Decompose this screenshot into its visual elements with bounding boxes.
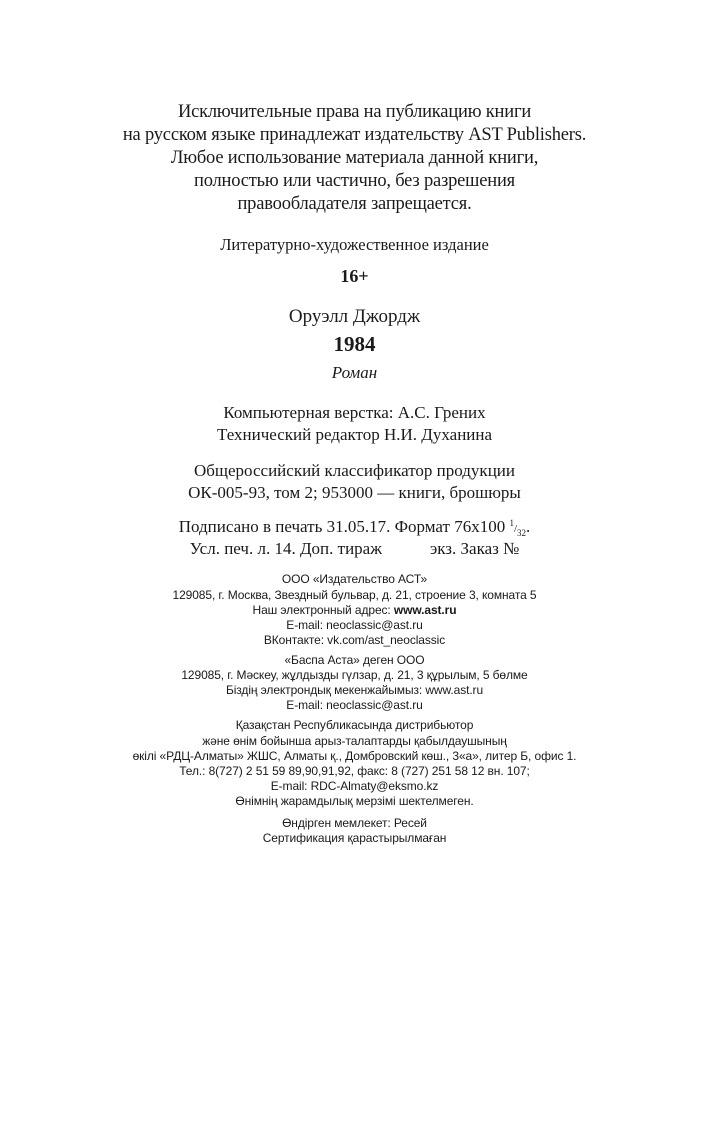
rights-notice-line-4: полностью или частично, без разрешения — [194, 171, 515, 191]
classifier-line-2: ОК-005-93, том 2; 953000 — книги, брошюры — [188, 483, 521, 502]
distributor-shelf-life: Өнімнің жарамдылық мерзімі шектелмеген. — [235, 794, 474, 808]
publisher-ru-site-link[interactable]: www.ast.ru — [393, 603, 457, 617]
fraction-denominator: 32 — [517, 528, 527, 538]
distributor-line-3: өкілі «РДЦ-Алматы» ЖШС, Алматы қ., Домбровский көш., 3«а», литер Б, офис 1. — [132, 749, 577, 763]
publisher-ru-address: 129085, г. Москва, Звездный бульвар, д. 21, строение 3, комната 5 — [172, 588, 537, 602]
credit-layout: Компьютерная верстка: А.С. Грених — [223, 403, 486, 422]
publisher-ru-email: E-mail: neoclassic@ast.ru — [286, 618, 423, 632]
edition-type: Литературно-художественное издание — [220, 235, 489, 254]
print-order-label: экз. Заказ № — [429, 539, 520, 558]
publisher-kz-name: «Баспа Аста» деген ООО — [284, 653, 425, 667]
distributor-phone: Тел.: 8(727) 2 51 59 89,90,91,92, факс: 8 (727) 251 58 12 вн. 107; — [179, 764, 530, 778]
print-signed-suffix: . — [526, 517, 531, 536]
book-genre: Роман — [331, 363, 378, 382]
rights-notice-line-5: правообладателя запрещается. — [237, 194, 472, 214]
publisher-kz-address: 129085, г. Мәскеу, жұлдызды гүлзар, д. 21, 3 құрылым, 5 бөлме — [181, 668, 528, 682]
fraction-separator: / — [513, 523, 518, 535]
publisher-ru-site-label: Наш электронный адрес: — [252, 603, 394, 617]
book-title: 1984 — [333, 332, 376, 356]
publisher-ru-site — [0, 603, 709, 617]
rights-notice-line-3: Любое использование материала данной книги, — [170, 148, 539, 168]
author-name: Оруэлл Джордж — [288, 306, 421, 327]
distributor-line-2: және өнім бойынша арыз-талаптарды қабылдаушының — [202, 734, 507, 748]
print-volume-line — [0, 539, 709, 559]
publisher-kz-site: Біздің электрондық мекенжайымыз: www.ast.ru — [225, 683, 484, 697]
publisher-ru-name: ООО «Издательство АСТ» — [281, 572, 428, 586]
credit-editor: Технический редактор Н.И. Духанина — [216, 425, 493, 444]
age-rating: 16+ — [340, 266, 369, 286]
distributor-line-1: Қазақстан Республикасында дистрибьютор — [235, 718, 474, 732]
certification-note: Сертификация қарастырылмаған — [262, 831, 447, 845]
rights-notice-line-2: на русском языке принадлежат издательству AST Publishers. — [122, 125, 587, 145]
print-signed-text: Подписано в печать 31.05.17. Формат 76x100 — [178, 517, 510, 536]
format-fraction — [509, 518, 527, 538]
classifier-line-1: Общероссийский классификатор продукции — [194, 461, 515, 480]
print-signed-line — [0, 517, 709, 538]
publisher-ru-vk: ВКонтакте: vk.com/ast_neoclassic — [263, 633, 446, 647]
print-volume-left: Усл. печ. л. 14. Доп. тираж — [189, 539, 382, 558]
fraction-numerator: 1 — [509, 518, 514, 528]
origin-country: Өндірген мемлекет: Ресей — [282, 816, 427, 830]
publisher-kz-email: E-mail: neoclassic@ast.ru — [286, 698, 423, 712]
rights-notice-line-1: Исключительные права на публикацию книги — [177, 102, 532, 122]
distributor-email: E-mail: RDC-Almaty@eksmo.kz — [270, 779, 439, 793]
